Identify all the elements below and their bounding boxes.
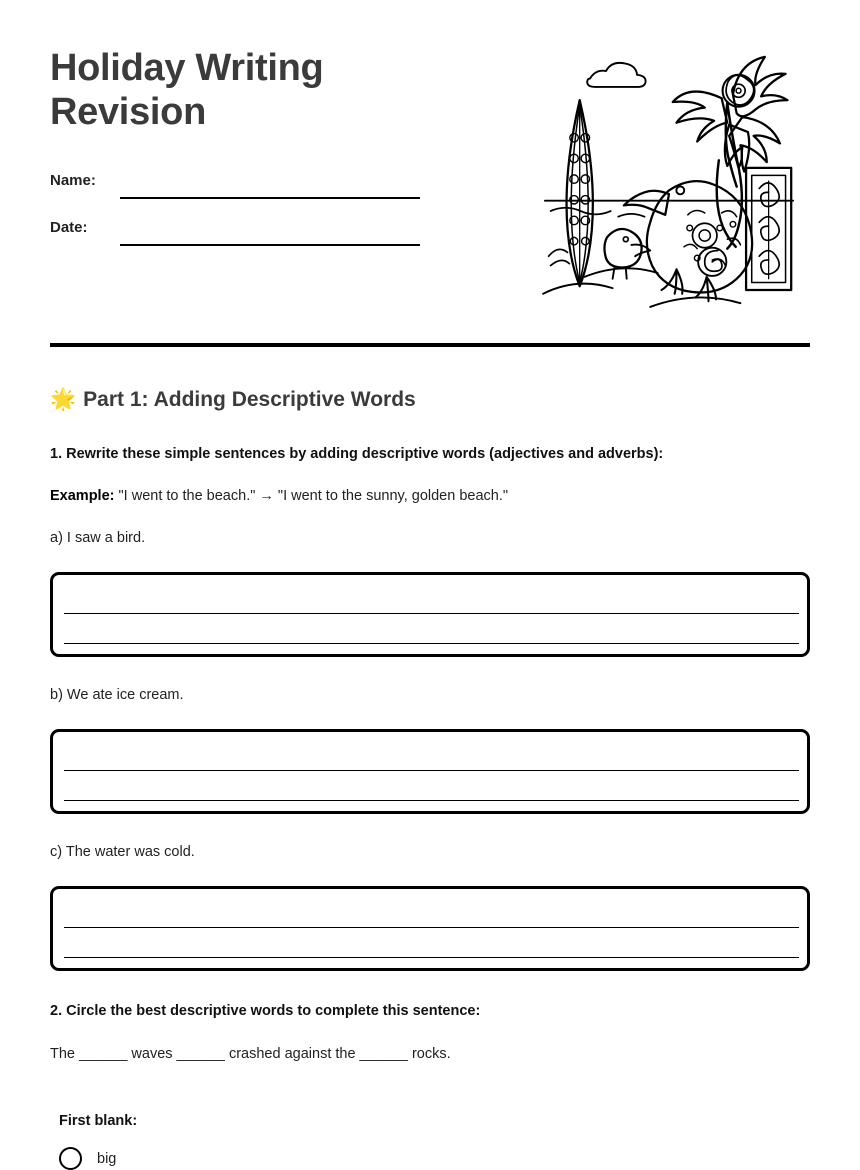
section-divider xyxy=(50,343,810,347)
student-info-fields xyxy=(50,164,470,258)
date-field-line[interactable] xyxy=(120,244,420,246)
glowing-star-icon: 🌟 xyxy=(50,388,77,411)
answer-box-c-line-2 xyxy=(64,957,799,958)
date-field-row xyxy=(50,211,470,258)
answer-box-a[interactable] xyxy=(50,572,810,657)
question-2-sentence: The ______ waves ______ crashed against the ______ rocks. xyxy=(50,1046,451,1062)
name-field-label: Name: xyxy=(50,172,96,189)
first-blank-label: First blank: xyxy=(59,1113,138,1129)
option-label-big: big xyxy=(97,1150,117,1167)
name-field-line[interactable] xyxy=(120,197,420,199)
question-1-item-b-label: b) We ate ice cream. xyxy=(50,687,184,703)
name-field-row xyxy=(50,164,470,211)
question-1-example xyxy=(50,488,508,504)
answer-box-b[interactable] xyxy=(50,729,810,814)
option-row-big[interactable] xyxy=(59,1147,116,1170)
answer-box-a-line-1 xyxy=(64,613,799,614)
example-text: "I went to the beach." → "I went to the sunny, golden beach." xyxy=(118,488,509,504)
question-1-prompt: 1. Rewrite these simple sentences by adding descriptive words (adjectives and adverbs): xyxy=(50,446,664,462)
section-heading xyxy=(50,388,416,412)
answer-box-b-line-2 xyxy=(64,800,799,801)
beach-scene-illustration xyxy=(528,46,810,331)
page-title: Holiday Writing Revision xyxy=(50,47,324,133)
worksheet-header xyxy=(50,46,810,326)
answer-box-c[interactable] xyxy=(50,886,810,971)
date-field-label: Date: xyxy=(50,219,88,236)
question-2-prompt: 2. Circle the best descriptive words to complete this sentence: xyxy=(50,1003,481,1019)
answer-box-c-line-1 xyxy=(64,927,799,928)
answer-box-b-line-1 xyxy=(64,770,799,771)
answer-box-a-line-2 xyxy=(64,643,799,644)
section-heading-text: Part 1: Adding Descriptive Words xyxy=(83,388,416,411)
question-1-item-a-label: a) I saw a bird. xyxy=(50,530,146,546)
question-1-item-c-label: c) The water was cold. xyxy=(50,844,195,860)
example-label: Example: xyxy=(50,488,115,504)
radio-button-big[interactable] xyxy=(59,1147,82,1170)
